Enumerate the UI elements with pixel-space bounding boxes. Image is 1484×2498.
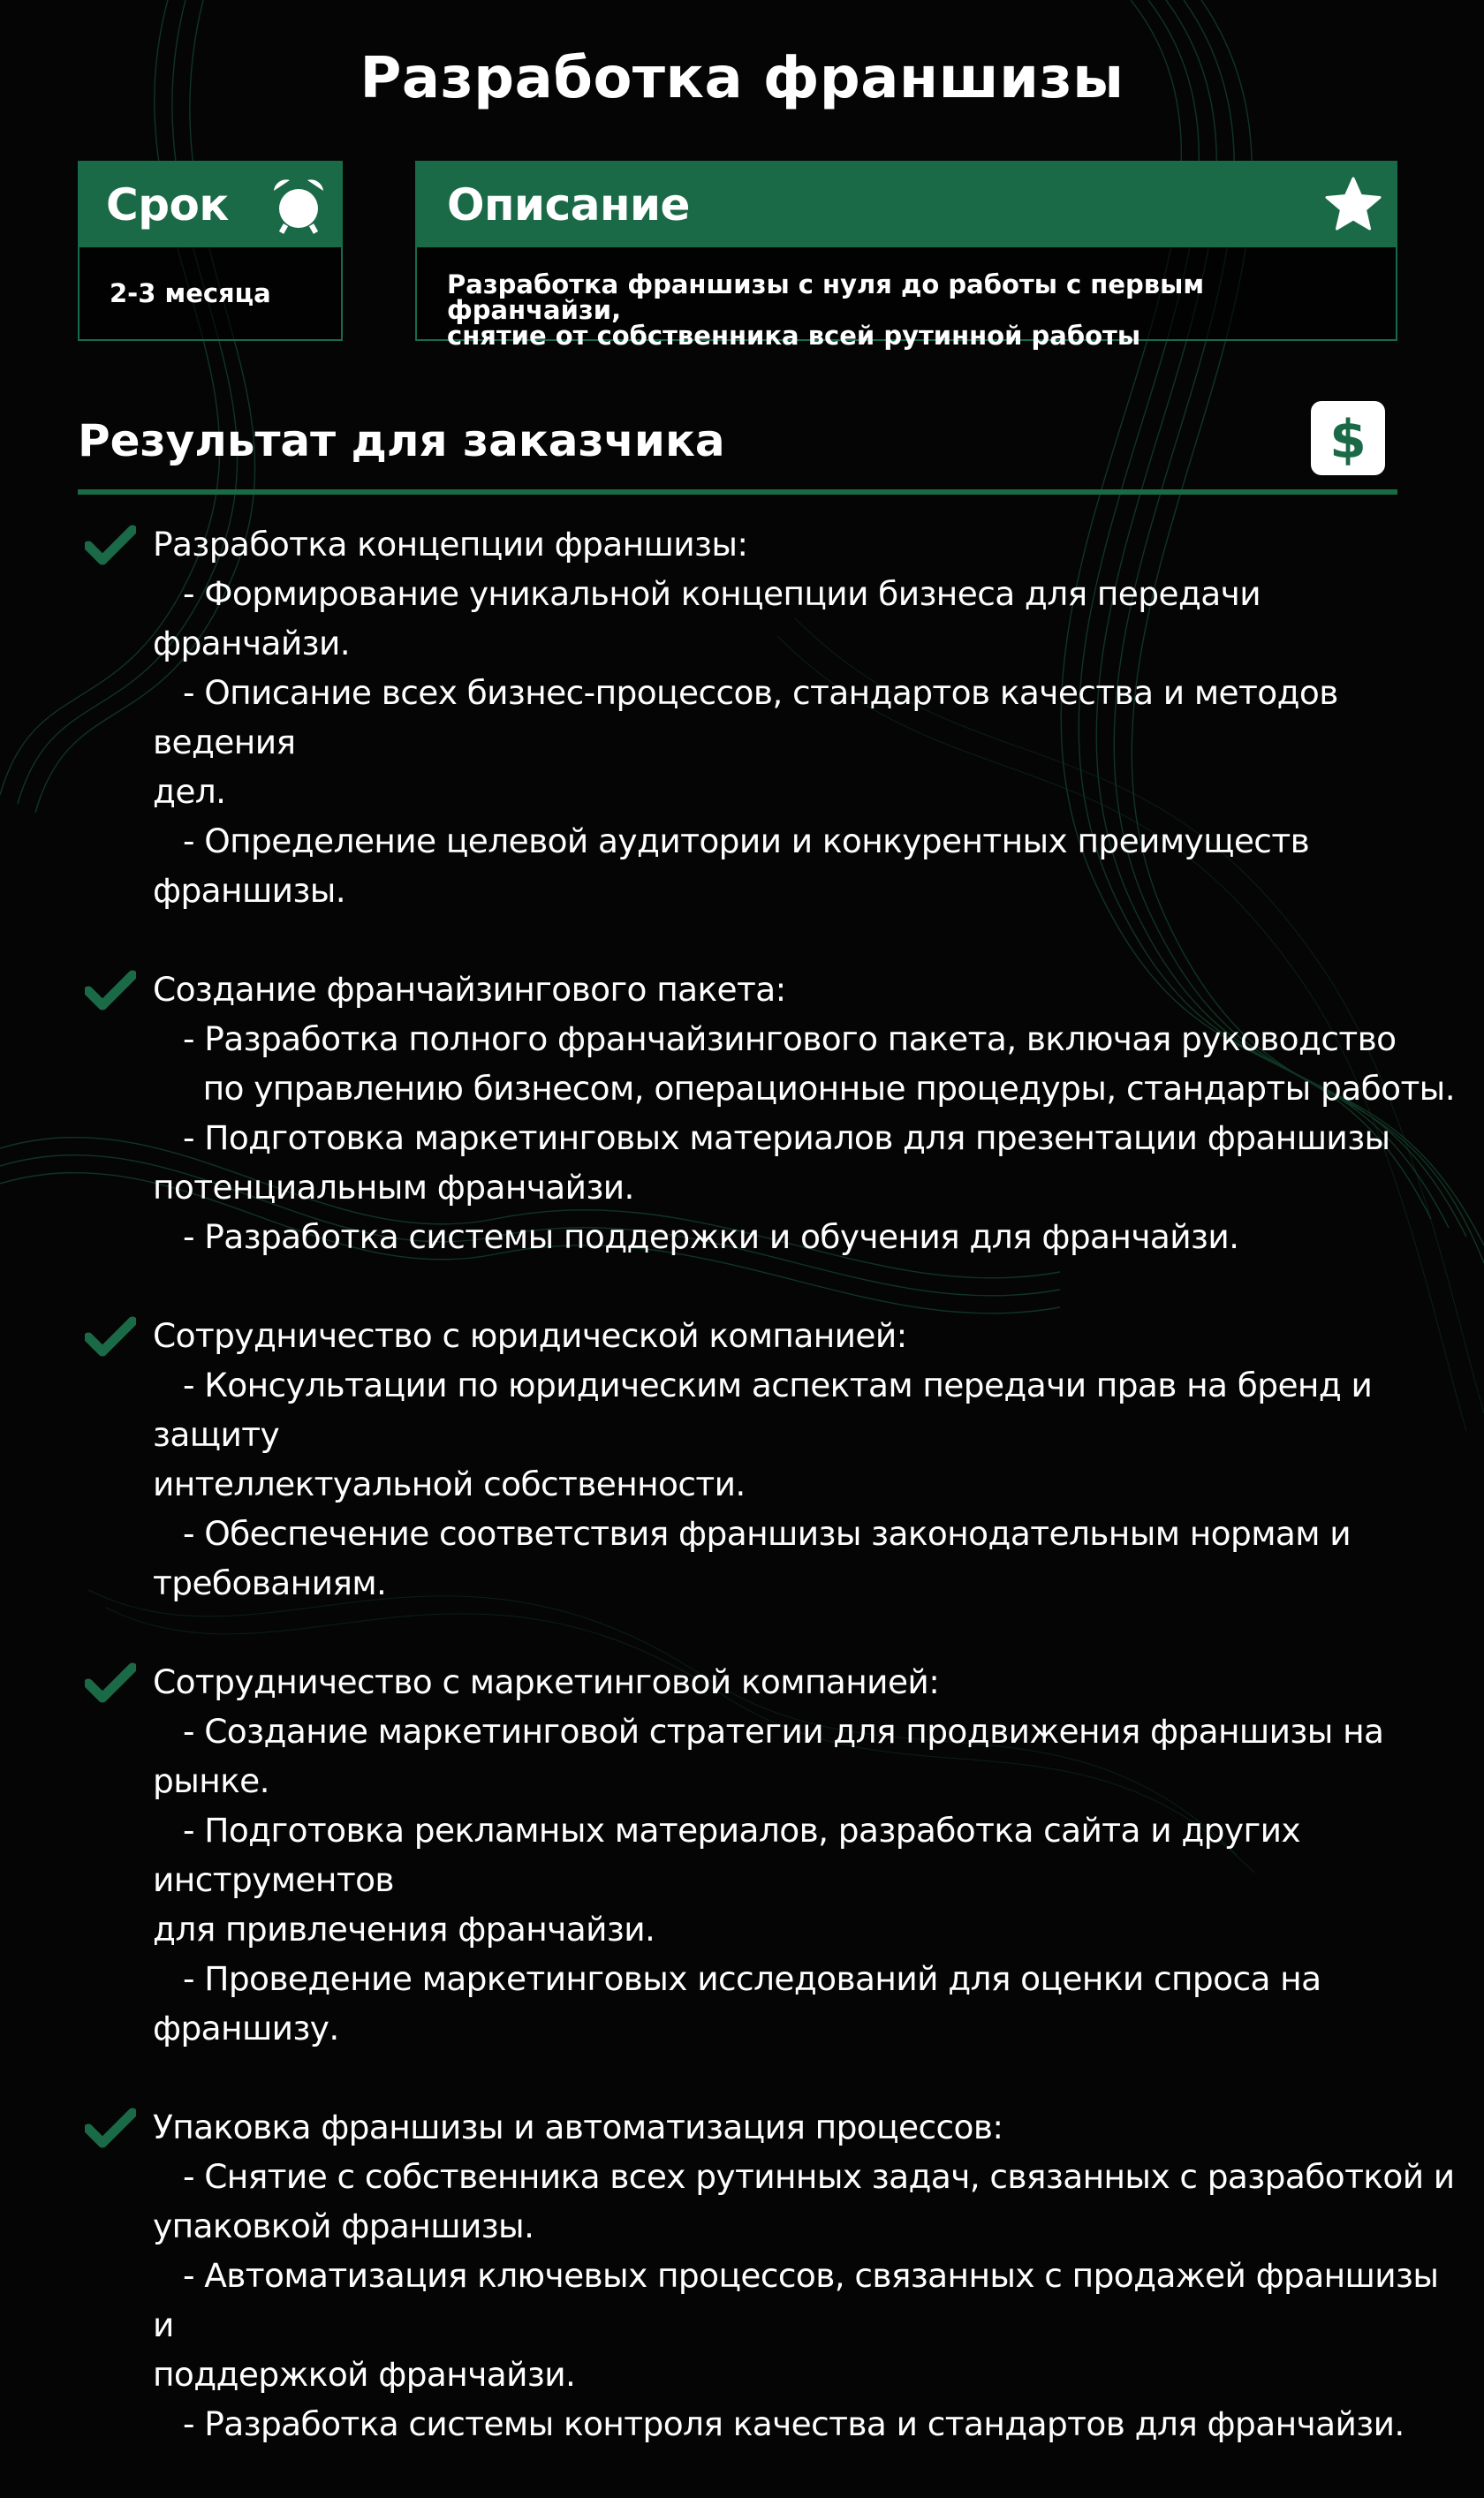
result-item (0, 1311, 1484, 1608)
result-item (0, 519, 1484, 915)
term-value: 2-3 месяца (110, 278, 271, 308)
description-card-header (417, 163, 1396, 247)
term-title: Срок (106, 179, 229, 231)
results-list (0, 519, 1484, 2498)
check-icon (85, 970, 136, 1011)
check-icon (85, 1316, 136, 1357)
result-text: Создание франчайзингового пакета: - Разработка полного франчайзингового пакета, включая руководство по управлению бизнесом, операционные процедуры, стандарты работы. - Подготовка маркетинговых материалов для презентации франшизы потенциальным франчайзи. - Разработка системы поддержки и обучения для франчайзи. (153, 970, 1456, 1256)
star-icon (1323, 175, 1383, 235)
page-title: Разработка франшизы (360, 46, 1124, 111)
result-text: Сотрудничество с юридической компанией: - Консультации по юридическим аспектам передачи прав на бренд и защиту интеллектуальной собственности. - Обеспечение соответствия франшизы законодательным нормам и требованиям. (153, 1316, 1373, 1602)
results-section-header (78, 397, 1397, 495)
results-section-title: Результат для заказчика (78, 415, 725, 466)
check-icon (85, 2108, 136, 2148)
result-text: Сотрудничество с маркетинговой компанией: - Создание маркетинговой стратегии для продвижения франшизы на рынке. - Подготовка рекламных материалов, разработка сайта и других инструментов для привлечения франчайзи. - Проведение маркетинговых исследований для оценки спроса на франшизу. (153, 1662, 1384, 2048)
dollar-icon (1311, 401, 1385, 475)
term-card (78, 161, 343, 341)
svg-text:$: $ (1329, 409, 1367, 471)
result-text: Упаковка франшизы и автоматизация процессов: - Снятие с собственника всех рутинных задач, связанных с разработкой и упаковкой франшизы. - Автоматизация ключевых процессов, связанных с продажей франшизы и поддержкой франчайзи. - Разработка системы контроля качества и стандартов для франчайзи. (153, 2108, 1455, 2443)
description-title: Описание (447, 179, 690, 231)
term-card-header (80, 163, 341, 247)
result-text: Разработка концепции франшизы: - Формирование уникальной концепции бизнеса для передачи франчайзи. - Описание всех бизнес-процессов, стандартов качества и методов ведения дел. - Определение целевой аудитории и конкурентных преимуществ франшизы. (153, 525, 1338, 910)
check-icon (85, 1662, 136, 1703)
description-text: Разработка франшизы с нуля до работы с первым франчайзи, снятие от собственника всей рутинной работы (447, 269, 1205, 351)
check-icon (85, 525, 136, 565)
result-item (0, 1657, 1484, 2053)
result-item (0, 965, 1484, 1261)
description-card (415, 161, 1397, 351)
alarm-clock-icon (269, 175, 329, 235)
result-item (0, 2102, 1484, 2449)
